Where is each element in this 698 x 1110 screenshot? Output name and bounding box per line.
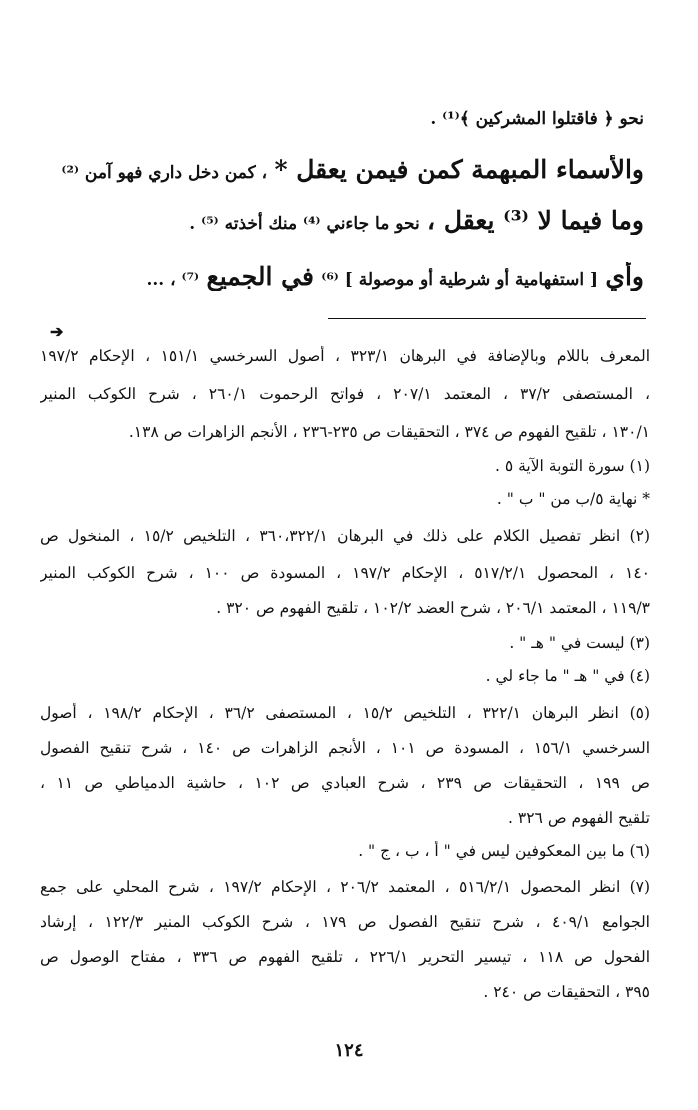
footnote-line: الجوامع ٤٠٩/١ ، شرح تنقيح الفصول ص ١٧٩ ، شرح الكوكب المنير ١٢٢/٣ ، إرشاد: [40, 913, 650, 931]
footnote-line: السرخسي ١٥٦/١ ، المسودة ص ١٠١ ، الأنجم الزاهرات ص ١٤٠ ، شرح تنقيح الفصول: [40, 739, 650, 757]
footnote-line: ، المستصفى ٣٧/٢ ، المعتمد ٢٠٧/١ ، فواتح الرحموت ٢٦٠/١ ، شرح الكوكب المنير: [40, 385, 650, 403]
footnote-line: (٦) ما بين المعكوفين ليس في " أ ، ب ، ج " .: [358, 842, 650, 860]
main-line-2-emphasis: والأسماء المبهمة كمن فيمن يعقل *: [274, 155, 644, 184]
main-line-3-rest: نحو ما جاءني ⁽⁴⁾ منك أخذته ⁽⁵⁾ .: [189, 214, 420, 234]
footnote-line: (٤) في " هـ " ما جاء لي .: [485, 667, 650, 685]
main-line-1: نحو ﴿ فاقتلوا المشركين ﴾⁽¹⁾ .: [430, 109, 644, 129]
page-number: ١٢٤: [334, 1040, 364, 1061]
footnote-line: ١٣٠/١ ، تلقيح الفهوم ص ٣٧٤ ، التحقيقات ص ٢٣٥-٢٣٦ ، الأنجم الزاهرات ص ١٣٨.: [128, 423, 650, 441]
main-line-4-rest: ⁽⁷⁾ ، ...: [146, 270, 200, 290]
main-line-2-rest: ، كمن دخل داري فهو آمن ⁽²⁾: [61, 163, 268, 183]
footnote-line: (٢) انظر تفصيل الكلام على ذلك في البرهان ٣٦٠،٣٢٢/١ ، التلخيص ١٥/٢ ، المنخول ص: [40, 527, 650, 545]
footnote-line: ص ١٩٩ ، التحقيقات ص ٢٣٩ ، شرح العبادي ص ١٠٢ ، حاشية الدمياطي ص ١١ ،: [40, 774, 650, 792]
footnote-line: (١) سورة التوبة الآية ٥ .: [494, 457, 650, 475]
footnote-line: ١١٩/٣ ، المعتمد ٢٠٦/١ ، شرح العضد ١٠٢/٢ ، تلقيح الفهوم ص ٣٢٠ .: [216, 599, 650, 617]
footnote-line: تلقيح الفهوم ص ٣٢٦ .: [508, 809, 650, 827]
footnote-line: (٣) ليست في " هـ " .: [509, 634, 650, 652]
continuation-arrow-icon: ➔: [50, 322, 64, 341]
footnote-line: (٥) انظر البرهان ٣٢٢/١ ، التلخيص ١٥/٢ ، المستصفى ٣٦/٢ ، الإحكام ١٩٨/٢ ، أصول: [40, 704, 650, 722]
main-line-4-bracket: [ استفهامية أو شرطية أو موصولة ] ⁽⁶⁾: [321, 270, 599, 290]
footnote-line: ٣٩٥ ، التحقيقات ص ٢٤٠ .: [483, 983, 650, 1001]
main-line-4: [40, 262, 644, 291]
footnote-line: الفحول ص ١١٨ ، تيسير التحرير ٢٢٦/١ ، تلقيح الفهوم ص ٣٣٦ ، مفتاح الوصول ص: [40, 948, 650, 966]
main-line-4-emphasis-2: في الجميع: [206, 262, 314, 291]
footnote-line: ١٤٠ ، المحصول ٥١٧/٢/١ ، الإحكام ١٩٧/٢ ، المسودة ص ١٠٠ ، شرح الكوكب المنير: [40, 564, 650, 582]
main-line-2: [40, 155, 644, 184]
footnote-line: (٧) انظر المحصول ٥١٦/٢/١ ، المعتمد ٢٠٦/٢ ، الإحكام ١٩٧/٢ ، شرح المحلي على جمع: [40, 878, 650, 896]
footnote-line: المعرف باللام وبالإضافة في البرهان ٣٢٣/١ ، أصول السرخسي ١٥١/١ ، الإحكام ١٩٧/٢: [40, 347, 650, 365]
main-line-3: [40, 206, 644, 235]
main-line-3-emphasis: وما فيما لا ⁽³⁾ يعقل ،: [427, 206, 644, 235]
footnote-separator: [328, 318, 646, 319]
main-line-4-emphasis: وأي: [605, 262, 644, 291]
footnote-line: * نهاية ٥/ب من " ب " .: [496, 490, 650, 508]
